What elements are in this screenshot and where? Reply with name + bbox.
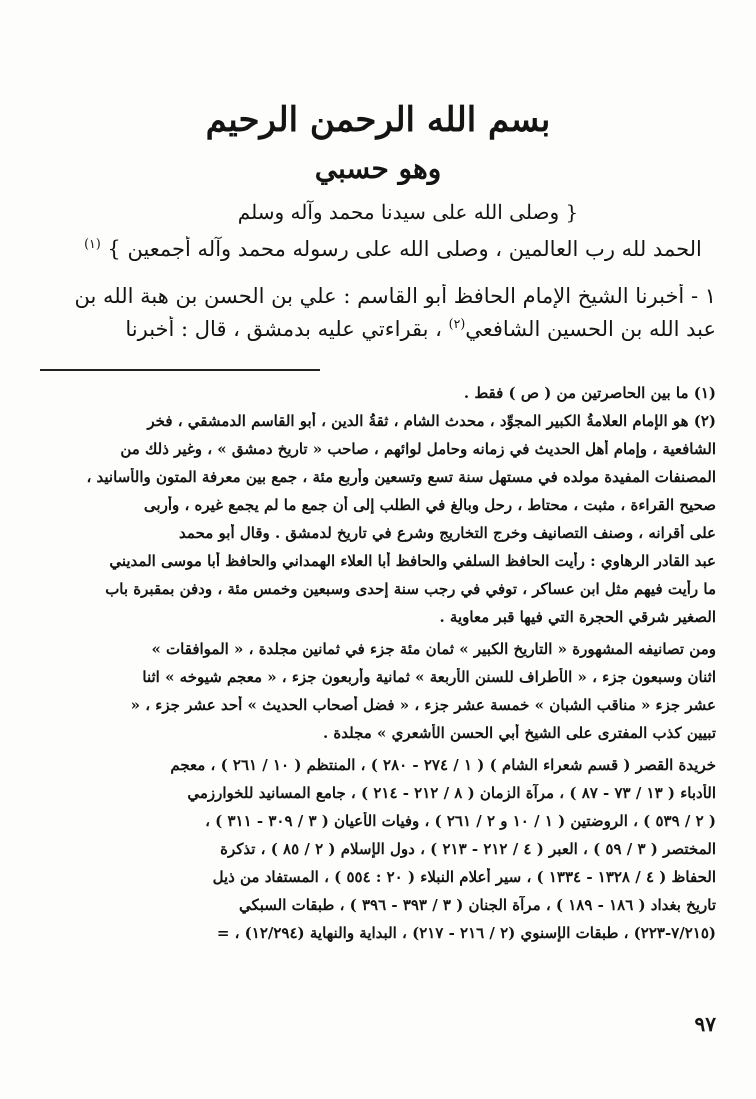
footnote-line: الحفاظ ( ٤ / ١٣٢٨ - ١٣٣٤ ) ، سير أعلام النبلاء ( ٢٠ : ٥٥٤ ) ، المستفاد من ذيل [212,868,716,886]
hasbi-heading: وهو حسبي [314,152,442,185]
footnote-line: صحيح القراءة ، مثبت ، محتاط ، رحل وبالغ في الطلب إلى أن جمع ما لم يجمع غيره ، وأربى [143,496,716,514]
footnote-separator [40,369,320,371]
body-line-2 [40,316,716,341]
footnote-line: (٢) هو الإمام العلامةُ الكبير المجوِّد ، محدث الشام ، ثقةُ الدين ، أبو القاسم الدمشقي ، فخر [147,412,716,430]
footnote-line: عبد القادر الرهاوي : رأيت الحافظ السلفي والحافظ أبا العلاء الهمداني والحافظ أبا موسى المديني [109,552,716,570]
footnote-line: عشر جزء « مناقب الشبان » خمسة عشر جزء ، « فضل أصحاب الحديث » أحد عشر جزء ، « [130,696,716,714]
footnote-line: المختصر ( ٣ / ٥٩ ) ، العبر ( ٤ / ٢١٢ - ٢١٣ ) ، دول الإسلام ( ٢ / ٨٥ ) ، تذكرة [220,840,716,858]
footnote-line: اثنان وسبعون جزء ، « الأطراف للسنن الأربعة » ثمانية وأربعون جزء ، « معجم شيوخه » اثنا [142,668,716,686]
footnote-line: المصنفات المفيدة مولده في مستهل سنة تسع وتسعين وأربع مئة ، جمع بين معرفة المتون والأسانيد ، [86,468,716,486]
salla-line: { وصلى الله على سيدنا محمد وآله وسلم [237,200,579,224]
hamd-text: الحمد لله رب العالمين ، وصلى الله على رسوله محمد وآله أجمعين } [107,237,702,261]
footnote-line: على أقرانه ، وصنف التصانيف وخرج التخاريج وشرع في تاريخ لدمشق . وقال أبو محمد [179,524,716,542]
footnote-line: الصغير شرقي الحجرة التي فيها قبر معاوية . [439,608,716,626]
footnote-line: ما رأيت فيهم مثل ابن عساكر ، توفي في رجب سنة إحدى وسبعين وخمس مئة ، ودفن بمقبرة باب [105,580,716,598]
hamd-line [30,236,756,261]
footnote-line: تاريخ بغداد ( ١٨٦ - ١٨٩ ) ، مرآة الجنان ( ٣ / ٣٩٣ - ٣٩٦ ) ، طبقات السبكي [238,896,716,914]
body-line-2-start: عبد الله بن الحسين الشافعي [465,317,716,341]
basmala-heading: بسم الله الرحمن الرحيم [205,100,551,140]
footnote-line: ( ٢ / ٥٣٩ ) ، الروضتين ( ١ / ١٠ و ٢ / ٢٦١ ) ، وفيات الأعيان ( ٣ / ٣٠٩ - ٣١١ ) ، [205,812,716,830]
body-line-1: ١ - أخبرنا الشيخ الإمام الحافظ أبو القاسم : علي بن الحسن بن هبة الله بن [74,284,716,308]
body-line-2-end: ، بقراءتي عليه بدمشق ، قال : أخبرنا [125,317,449,341]
footnote-line: (١) ما بين الحاصرتين من ( ص ) فقط . [463,384,716,402]
footnote-line: (٧/٢١٥-٢٢٣) ، طبقات الإسنوي (٢ / ٢١٦ - ٢١٧) ، البداية والنهاية (١٢/٢٩٤) ، = [216,924,716,942]
footnote-ref-1: (١) [84,236,101,251]
footnote-line: خريدة القصر ( قسم شعراء الشام ) ( ١ / ٢٧٤ - ٢٨٠ ) ، المنتظم ( ١٠ / ٢٦١ ) ، معجم [170,756,716,774]
footnote-line: تبيين كذب المفترى على الشيخ أبي الحسن الأشعري » مجلدة . [322,724,716,742]
footnote-ref-2: (٢) [448,316,466,331]
page-number: ٩٧ [694,1012,716,1036]
footnote-line: الشافعية ، وإمام أهل الحديث في زمانه وحامل لوائهم ، صاحب « تاريخ دمشق » ، وغير ذلك من [120,440,716,458]
footnote-line: ومن تصانيفه المشهورة « التاريخ الكبير » ثمان مئة جزء في ثمانين مجلدة ، « الموافقات » [151,640,716,658]
footnote-line: الأدباء ( ١٣ / ٧٣ - ٨٧ ) ، مرآة الزمان ( ٨ / ٢١٢ - ٢١٤ ) ، جامع المسانيد للخوارزمي [187,784,716,802]
